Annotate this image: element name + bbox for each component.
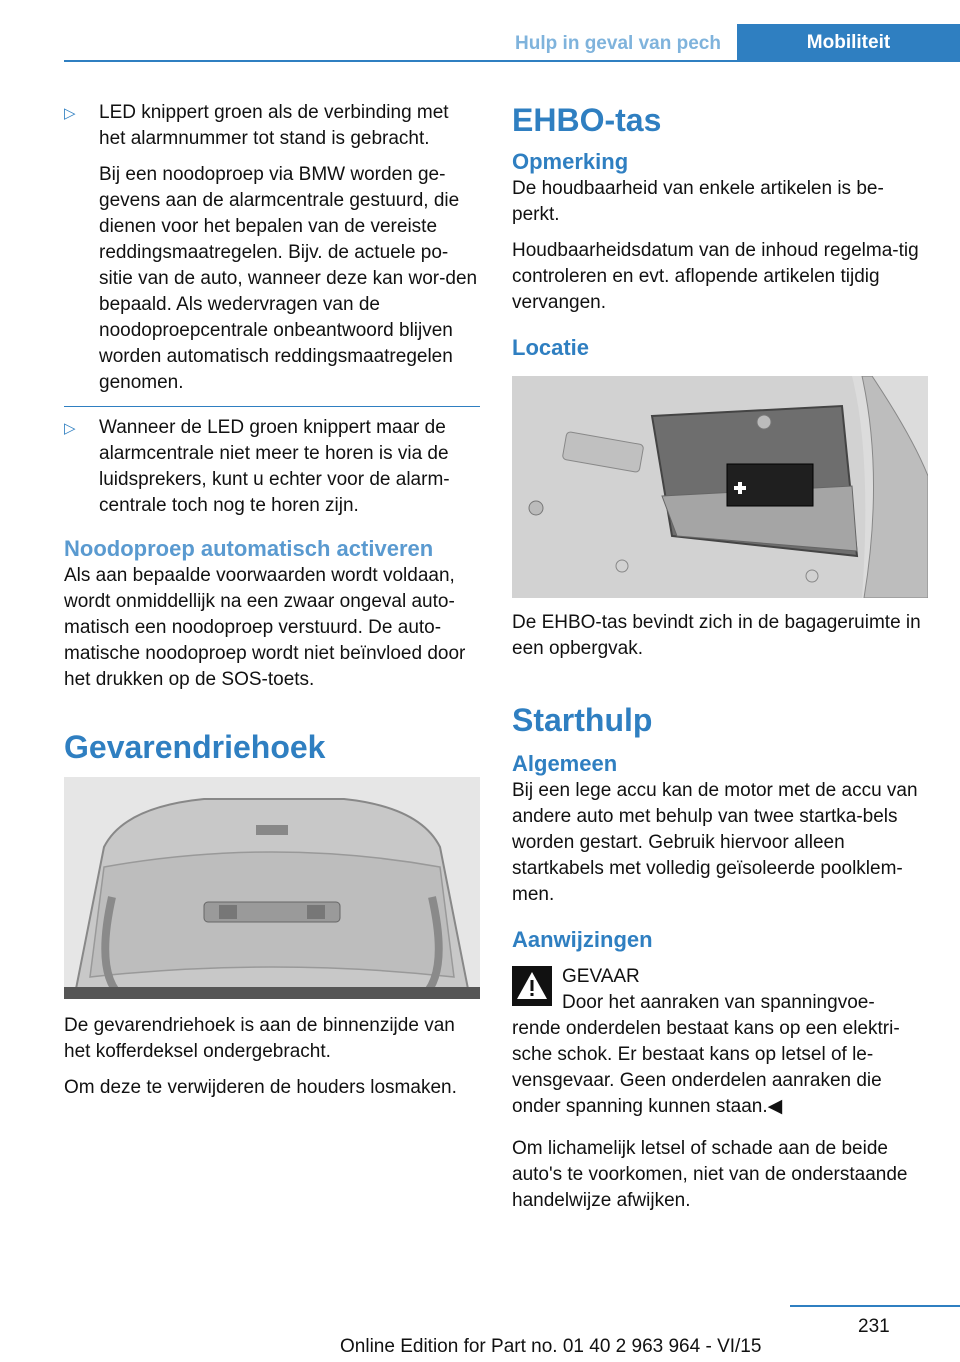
section-heading: Aanwijzingen xyxy=(512,927,653,952)
body-text: Als aan bepaalde voorwaarden wordt voldaan, wordt onmiddellijk na een zwaar ongeval auto‐matisch een noodoproep verstuurd. De auto‐matische noodoproep wordt niet beïnvloed door het drukken op de SOS-toets. xyxy=(64,565,466,690)
body-text: Houdbaarheidsdatum van de inhoud regelma‐tig controleren en evt. aflopende artikelen tijdig vervangen. xyxy=(512,240,919,313)
page-number: 231 xyxy=(858,1316,890,1337)
storage-compartment-drawing xyxy=(512,376,928,598)
header-rule xyxy=(64,60,960,62)
body-text: De gevarendriehoek is aan de binnenzijde van het kofferdeksel ondergebracht. xyxy=(64,1015,455,1062)
bullet-text: Bij een noodoproep via BMW worden ge‐gevens aan de alarmcentrale gestuurd, die dienen voor het bepalen van de vereiste reddingsmaatregelen. Bijv. de actuele po‐sitie van de auto, wanneer deze kan wor‐den bepaald. Als wedervragen van de noodoproepcentrale onbeantwoord blijven worden automatisch reddingsmaatregelen genomen. xyxy=(99,164,478,393)
body-text: Om lichamelijk letsel of schade aan de beide auto's te voorkomen, niet van de onderstaande handelwijze afwijken. xyxy=(512,1138,908,1211)
section-heading: Algemeen xyxy=(512,751,618,776)
warning-text: Door het aanraken van spanningvoe‐ xyxy=(562,992,875,1013)
body-text: Om deze te verwijderen de houders losmaken. xyxy=(64,1077,457,1098)
bullet-item xyxy=(64,415,480,519)
chapter-heading: Gevarendriehoek xyxy=(64,729,326,765)
warning-label: GEVAAR xyxy=(562,966,640,987)
section-heading: Locatie xyxy=(512,335,590,360)
warning-text: rende onderdelen bestaat kans op een elektri‐sche schok. Er bestaat kans op letsel of le‐vensgevaar. Geen onderdelen aanraken die onder spanning kunnen staan.◀ xyxy=(512,1018,900,1117)
right-column xyxy=(512,100,928,1224)
header-chapter-tab: Mobiliteit xyxy=(737,24,960,62)
trunk-lid-illustration xyxy=(64,777,480,999)
body-text: De EHBO-tas bevindt zich in de bagageruimte in een opbergvak. xyxy=(512,612,921,659)
section-heading: Opmerking xyxy=(512,149,629,174)
chapter-heading: EHBO-tas xyxy=(512,102,662,138)
header-section-title: Hulp in geval van pech xyxy=(515,33,721,54)
first-aid-kit-illustration xyxy=(512,376,928,598)
triangle-bullet-icon: ▷ xyxy=(64,420,76,437)
bullet-text: Wanneer de LED groen knippert maar de alarmcentrale niet meer te horen is via de luidsprekers, kunt u echter voor de alarm‐centrale toch nog te horen zijn. xyxy=(99,417,450,516)
section-heading: Noodoproep automatisch activeren xyxy=(64,536,434,561)
warning-block xyxy=(512,964,928,1016)
footer-rule xyxy=(790,1305,960,1307)
footer-edition: Online Edition for Part no. 01 40 2 963 964 - VI/15 xyxy=(340,1336,762,1357)
body-text: Bij een lege accu kan de motor met de accu van andere auto met behulp van twee startka‐bels worden gestart. Gebruik hiervoor alleen startkabels met volledig geïsoleerde poolklem‐men. xyxy=(512,780,918,905)
bullet-item xyxy=(64,100,480,396)
divider xyxy=(64,406,480,407)
trunk-lid-drawing xyxy=(64,777,480,999)
bullet-text: LED knippert groen als de verbinding met het alarmnummer tot stand is gebracht. xyxy=(99,102,449,149)
chapter-heading: Starthulp xyxy=(512,702,653,738)
triangle-bullet-icon: ▷ xyxy=(64,105,76,122)
body-text: De houdbaarheid van enkele artikelen is be‐perkt. xyxy=(512,178,884,225)
warning-triangle-icon xyxy=(512,966,552,1006)
left-column xyxy=(64,100,480,1111)
